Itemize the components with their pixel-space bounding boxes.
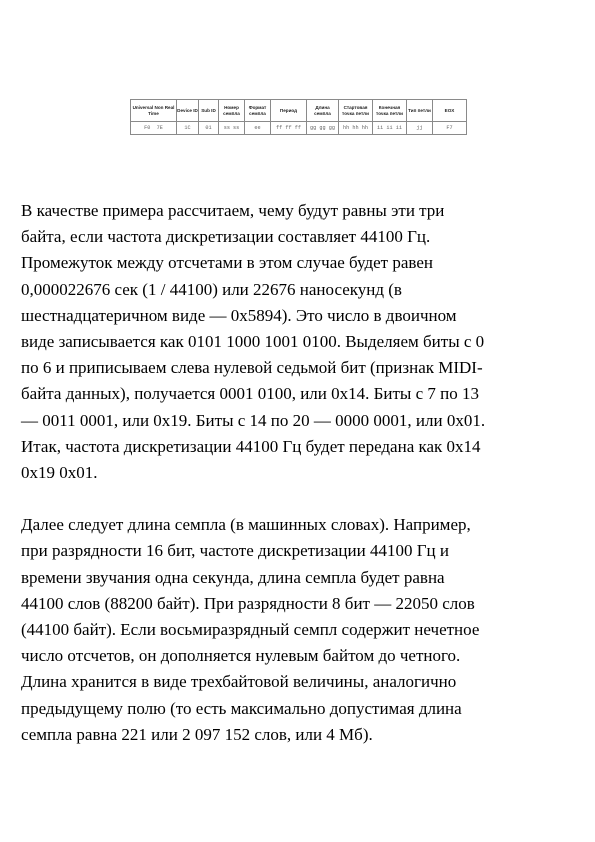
sysex-header-table [130, 99, 467, 135]
table-cell: ff ff ff [271, 122, 307, 135]
text-line: байта, если частота дискретизации составляет 44100 Гц. [21, 227, 431, 247]
table-cell: jj [407, 122, 433, 135]
table-cell: ee [245, 122, 271, 135]
text-line: — 0011 0001, или 0x19. Биты с 14 по 20 — 0000 0001, или 0x01. [21, 410, 486, 430]
paragraph-gap [21, 486, 576, 512]
text-line: Далее следует длина семпла (в машинных словах). Например, [21, 515, 471, 535]
table-row [131, 122, 467, 135]
text-line: число отсчетов, он дополняется нулевым байтом до четного. [21, 646, 461, 666]
table-header-cell: Стартовая точка петли [339, 100, 373, 122]
paragraph [21, 198, 576, 486]
table-cell: ss ss [219, 122, 245, 135]
table-cell-value: F0 [144, 125, 151, 131]
table-header-cell: Формат семпла [245, 100, 271, 122]
table-cell: gg gg gg [307, 122, 339, 135]
table-cell [131, 122, 177, 135]
text-line: 0x19 0x01. [21, 462, 98, 482]
text-line: 44100 слов (88200 байт). При разрядности 8 бит — 22050 слов [21, 593, 475, 613]
text-line: семпла равна 221 или 2 097 152 слов, или 4 Мб). [21, 724, 373, 744]
body-text [21, 198, 576, 748]
table-header-cell: EOX [433, 100, 467, 122]
table-cell-value: 7E [156, 125, 163, 131]
text-line: Длина хранится в виде трехбайтовой величины, аналогично [21, 672, 457, 692]
text-line: виде записывается как 0101 1000 1001 0100. Выделяем биты с 0 [21, 331, 485, 351]
table-cell: ii ii ii [373, 122, 407, 135]
text-line: по 6 и приписываем слева нулевой седьмой бит (признак MIDI- [21, 358, 483, 378]
table-header-cell: Universal Non Real Time [131, 100, 177, 122]
text-line: шестнадцатеричном виде — 0x5894). Это число в двоичном [21, 305, 457, 325]
paragraph [21, 512, 576, 748]
table-cell: 01 [199, 122, 219, 135]
text-line: байта данных), получается 0001 0100, или 0x14. Биты с 7 по 13 [21, 384, 479, 404]
table-header-cell: Тип петли [407, 100, 433, 122]
table-header-cell: Период [271, 100, 307, 122]
table-cell: 1C [177, 122, 199, 135]
table-header-row [131, 100, 467, 122]
text-line: 0,000022676 сек (1 / 44100) или 22676 наносекунд (в [21, 279, 402, 299]
table-header-cell: Конечная точка петли [373, 100, 407, 122]
text-line: (44100 байт). Если восьмиразрядный семпл содержит нечетное [21, 620, 480, 639]
table-header-cell: Device ID [177, 100, 199, 122]
table-cell: hh hh hh [339, 122, 373, 135]
table-header-cell: Длина семпла [307, 100, 339, 122]
text-line: предыдущему полю (то есть максимально допустимая длина [21, 698, 462, 718]
table-header-cell: Sub ID [199, 100, 219, 122]
table-cell: F7 [433, 122, 467, 135]
text-line: Промежуток между отсчетами в этом случае будет равен [21, 253, 433, 273]
text-line: при разрядности 16 бит, частоте дискретизации 44100 Гц и [21, 541, 449, 561]
text-line: Итак, частота дискретизации 44100 Гц будет передана как 0x14 [21, 436, 481, 456]
text-line: В качестве примера рассчитаем, чему будут равны эти три [21, 201, 445, 220]
text-line: времени звучания одна секунда, длина семпла будет равна [21, 567, 445, 587]
table-header-cell: Номер семпла [219, 100, 245, 122]
